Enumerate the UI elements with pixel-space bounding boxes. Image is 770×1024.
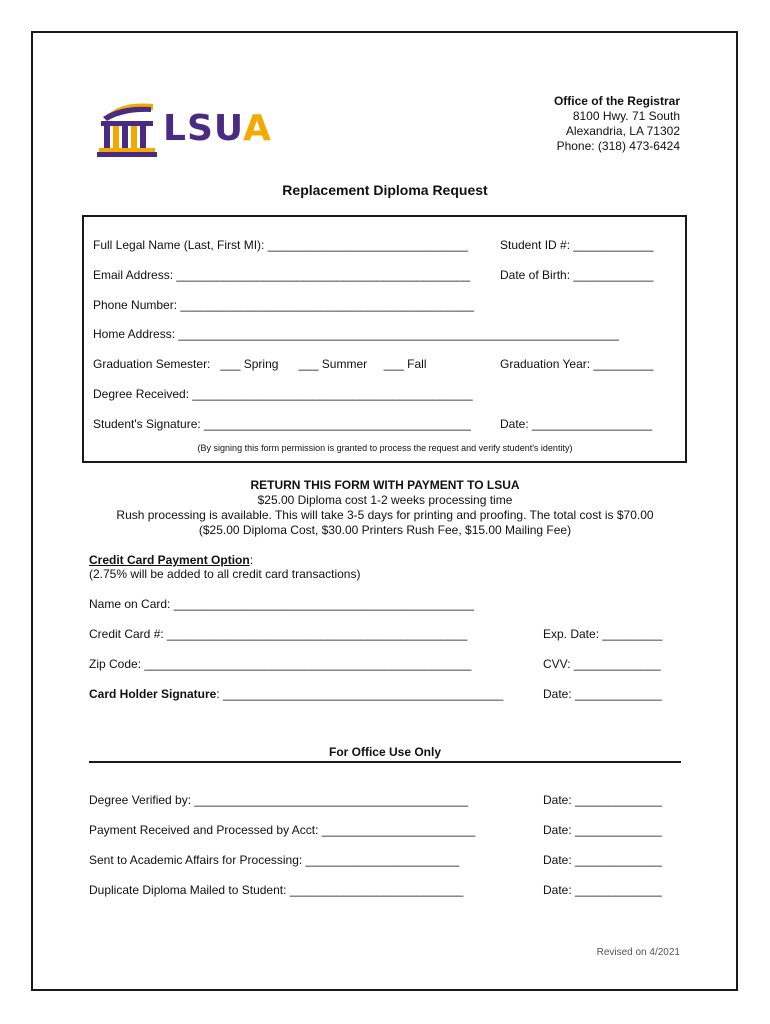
office-use-divider [89,761,681,763]
payment-processed-date-field[interactable]: Date: _____________ [543,823,662,837]
degree-verified-date-field[interactable]: Date: _____________ [543,793,662,807]
registrar-address [554,94,680,154]
payment-line-1: $25.00 Diploma cost 1-2 weeks processing time [257,493,513,507]
payment-line-3: ($25.00 Diploma Cost, $30.00 Printers Rush Fee, $15.00 Mailing Fee) [198,523,572,537]
revised-date: Revised on 4/2021 [596,947,680,958]
email-field[interactable]: Email Address: ____________________________________________ [93,268,471,282]
exp-date-field[interactable]: Exp. Date: _________ [543,627,663,641]
card-holder-line: : __________________________________________ [216,687,504,701]
form-title: Replacement Diploma Request [282,182,488,198]
name-on-card-field[interactable]: Name on Card: _____________________________________________ [89,597,475,611]
zip-code-field[interactable]: Zip Code: _________________________________________________ [89,657,472,671]
diploma-mailed-field[interactable]: Duplicate Diploma Mailed to Student: __________________________ [89,883,464,897]
card-holder-label: Card Holder Signature [89,687,217,701]
credit-card-heading-text: Credit Card Payment Option [89,553,250,567]
logo-wordmark: LSUA [163,108,272,149]
payment-processed-field[interactable]: Payment Received and Processed by Acct: _______________________ [89,823,476,837]
home-address-field[interactable]: Home Address: __________________________________________________________________ [93,327,619,341]
registrar-street: 8100 Hwy. 71 South [572,109,680,123]
phone-field[interactable]: Phone Number: ____________________________________________ [93,298,475,312]
student-id-field[interactable]: Student ID #: ____________ [500,238,654,252]
credit-card-note: (2.75% will be added to all credit card transactions) [89,567,361,581]
degree-verified-field[interactable]: Degree Verified by: _________________________________________ [89,793,469,807]
card-holder-signature-field[interactable] [89,687,503,701]
credit-card-heading-colon: : [249,553,254,567]
dob-field[interactable]: Date of Birth: ____________ [500,268,654,282]
sent-academic-affairs-field[interactable]: Sent to Academic Affairs for Processing: _______________________ [89,853,460,867]
diploma-mailed-date-field[interactable]: Date: _____________ [543,883,662,897]
sent-academic-affairs-date-field[interactable]: Date: _____________ [543,853,662,867]
full-name-field[interactable]: Full Legal Name (Last, First MI): ______________________________ [93,238,468,252]
grad-semester-field[interactable]: Graduation Semester: ___ Spring ___ Summer ___ Fall [93,357,427,371]
payment-heading: RETURN THIS FORM WITH PAYMENT TO LSUA [250,478,520,492]
student-signature-field[interactable]: Student's Signature: ________________________________________ [93,417,471,431]
office-use-heading: For Office Use Only [328,745,442,759]
signature-note: (By signing this form permission is granted to process the request and verify student's identity) [197,443,573,453]
cvv-field[interactable]: CVV: _____________ [543,657,661,671]
grad-year-field[interactable]: Graduation Year: _________ [500,357,654,371]
credit-card-heading [89,553,253,567]
card-number-field[interactable]: Credit Card #: _____________________________________________ [89,627,468,641]
registrar-city: Alexandria, LA 71302 [565,124,680,138]
signature-date-field[interactable]: Date: __________________ [500,417,653,431]
registrar-office: Office of the Registrar [553,94,680,108]
degree-field[interactable]: Degree Received: __________________________________________ [93,387,473,401]
registrar-phone: Phone: (318) 473-6424 [556,139,680,153]
card-holder-date-field[interactable]: Date: _____________ [543,687,662,701]
payment-line-2: Rush processing is available. This will take 3-5 days for printing and proofing. The total cost is $70.00 [116,508,654,522]
